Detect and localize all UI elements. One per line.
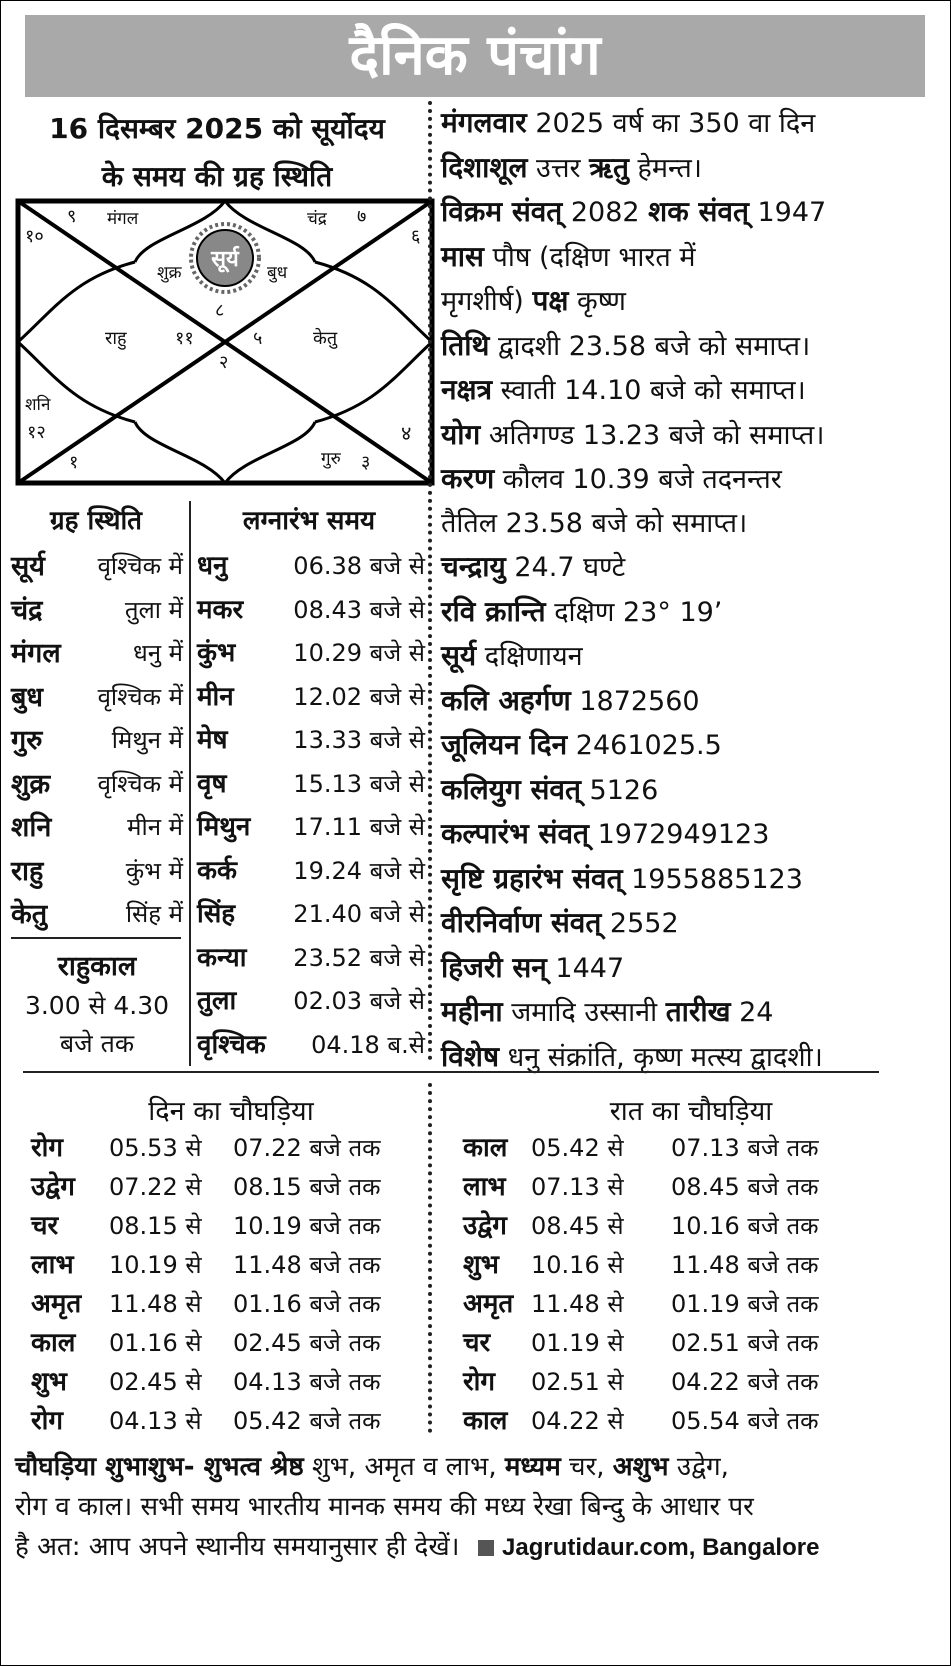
lagna-row bbox=[197, 937, 425, 981]
info-value: जमादि उस्सानी bbox=[502, 997, 666, 1028]
choghadiya-row bbox=[463, 1168, 903, 1207]
lagna-time: 19.24 बजे से bbox=[293, 856, 425, 885]
lagna-row bbox=[197, 676, 425, 720]
chart-heading-line-1: 16 दिसम्बर 2025 को सूर्योदय bbox=[49, 112, 385, 145]
graha-row bbox=[11, 763, 183, 807]
choghadiya-from: 04.13 से bbox=[109, 1407, 202, 1435]
planet-name: गुरु bbox=[11, 725, 43, 756]
choghadiya-from: 08.45 से bbox=[531, 1212, 624, 1240]
info-row bbox=[441, 324, 941, 369]
day-choghadiya-heading: दिन का चौघड़िया bbox=[148, 1096, 314, 1127]
info-value: धनु संक्रांति, कृष्ण मत्स्य द्वादशी। bbox=[499, 1041, 823, 1073]
choghadiya-from: 05.53 से bbox=[109, 1134, 202, 1162]
info-label: मास bbox=[441, 239, 484, 273]
info-value: 5126 bbox=[580, 774, 659, 806]
rahukaal-heading: राहुकाल bbox=[57, 951, 137, 982]
info-row bbox=[441, 634, 941, 679]
footer-bold-1: चौघड़िया शुभाशुभ- शुभत्व श्रेष्ठ bbox=[15, 1452, 304, 1482]
choghadiya-from: 05.42 से bbox=[531, 1134, 624, 1162]
lagna-time: 04.18 ब.से bbox=[311, 1030, 425, 1059]
footer-text-2: चर, bbox=[560, 1452, 613, 1482]
choghadiya-name: चर bbox=[463, 1328, 491, 1358]
lagna-row bbox=[197, 806, 425, 850]
planet-shani: शनि bbox=[25, 395, 51, 415]
planet-sign: सिंह में bbox=[125, 900, 183, 928]
choghadiya-from: 11.48 से bbox=[531, 1290, 624, 1318]
lagna-rashi: वृश्चिक bbox=[197, 1029, 266, 1060]
choghadiya-name: उद्वेग bbox=[31, 1172, 75, 1202]
choghadiya-row bbox=[463, 1207, 903, 1246]
graha-row bbox=[11, 719, 183, 763]
info-value: अतिगण्ड 13.23 बजे को समाप्त। bbox=[480, 419, 825, 451]
info-label: शक संवत् bbox=[648, 195, 749, 228]
lagna-time: 15.13 बजे से bbox=[293, 769, 425, 798]
info-value: द्वादशी 23.58 बजे को समाप्त। bbox=[489, 330, 811, 362]
planet-name: चंद्र bbox=[11, 594, 43, 626]
info-row bbox=[441, 679, 941, 724]
lagna-time: 12.02 बजे से bbox=[293, 682, 425, 711]
choghadiya-name: चर bbox=[31, 1211, 59, 1241]
choghadiya-row bbox=[463, 1363, 903, 1402]
lagna-time: 13.33 बजे से bbox=[293, 726, 425, 754]
info-row bbox=[441, 990, 941, 1035]
graha-list bbox=[11, 545, 183, 937]
house-5: ५ bbox=[253, 328, 263, 349]
planet-budh: बुध bbox=[267, 263, 288, 283]
info-row bbox=[441, 545, 941, 590]
footer-note bbox=[15, 1447, 935, 1568]
info-row bbox=[441, 101, 941, 146]
planet-sign: तुला में bbox=[124, 595, 183, 624]
info-label: पक्ष bbox=[532, 284, 569, 317]
info-row bbox=[441, 146, 941, 191]
planet-name: केतु bbox=[11, 899, 48, 930]
choghadiya-name: रोग bbox=[463, 1367, 496, 1397]
house-8: ८ bbox=[215, 300, 225, 321]
info-value: 24.7 घण्टे bbox=[505, 552, 626, 583]
choghadiya-from: 10.16 से bbox=[531, 1251, 624, 1279]
choghadiya-to: 04.22 बजे तक bbox=[671, 1368, 819, 1396]
choghadiya-to: 07.13 बजे तक bbox=[671, 1134, 819, 1162]
choghadiya-name: अमृत bbox=[31, 1289, 82, 1319]
info-row bbox=[441, 457, 941, 502]
choghadiya-name: शुभ bbox=[463, 1250, 499, 1280]
choghadiya-row bbox=[31, 1402, 431, 1441]
left-column-rule bbox=[189, 501, 191, 1066]
choghadiya-to: 05.42 बजे तक bbox=[233, 1407, 381, 1435]
choghadiya-row bbox=[31, 1129, 431, 1168]
planet-name: शुक्र bbox=[11, 768, 51, 800]
chart-heading-line-2: के समय की ग्रह स्थिति bbox=[101, 160, 333, 193]
choghadiya-row bbox=[463, 1246, 903, 1285]
planet-sign: धनु में bbox=[132, 639, 183, 667]
choghadiya-row bbox=[31, 1168, 431, 1207]
choghadiya-name: उद्वेग bbox=[463, 1211, 507, 1241]
footer-line-2: रोग व काल। सभी समय भारतीय मानक समय की मध्य रेखा बिन्दु के आधार पर bbox=[15, 1492, 754, 1522]
footer-bold-3: अशुभ bbox=[612, 1452, 669, 1482]
info-label: मंगलवार bbox=[441, 106, 527, 139]
choghadiya-name: रोग bbox=[31, 1406, 64, 1436]
choghadiya-to: 01.19 बजे तक bbox=[671, 1290, 819, 1318]
info-value: कृष्ण bbox=[568, 286, 626, 317]
choghadiya-to: 02.45 बजे तक bbox=[233, 1329, 381, 1357]
planet-name: सूर्य bbox=[11, 551, 45, 582]
footer-text-1: शुभ, अमृत व लाभ, bbox=[303, 1452, 505, 1482]
info-value: 24 bbox=[730, 997, 774, 1028]
choghadiya-row bbox=[463, 1285, 903, 1324]
info-row bbox=[441, 768, 941, 813]
graha-row bbox=[11, 806, 183, 850]
planet-sign: वृश्चिक में bbox=[97, 682, 183, 711]
planet-sign: मिथुन में bbox=[111, 726, 183, 754]
choghadiya-row bbox=[31, 1285, 431, 1324]
footer-line-3: है अत: आप अपने स्थानीय समयानुसार ही देखें। bbox=[15, 1532, 460, 1562]
footer-bold-2: मध्यम bbox=[504, 1452, 561, 1482]
planet-ketu: केतु bbox=[313, 328, 338, 349]
choghadiya-row bbox=[31, 1363, 431, 1402]
info-value: 2461025.5 bbox=[567, 730, 722, 761]
info-label: सूर्य bbox=[441, 639, 477, 672]
choghadiya-to: 01.16 बजे तक bbox=[233, 1290, 381, 1318]
lagna-row bbox=[197, 763, 425, 807]
choghadiya-from: 02.45 से bbox=[109, 1368, 202, 1396]
info-row bbox=[441, 190, 941, 235]
rahukaal-box bbox=[11, 947, 183, 1063]
house-2: २ bbox=[219, 352, 229, 373]
info-label: रवि क्रान्ति bbox=[441, 594, 546, 628]
lagna-rashi: मीन bbox=[197, 681, 234, 712]
graha-row bbox=[11, 589, 183, 633]
choghadiya-to: 08.15 बजे तक bbox=[233, 1173, 381, 1201]
choghadiya-from: 10.19 से bbox=[109, 1251, 202, 1279]
night-choghadiya-table bbox=[463, 1129, 903, 1441]
graha-row bbox=[11, 545, 183, 589]
house-12: १२ bbox=[27, 422, 46, 443]
info-value: हेमन्त। bbox=[628, 152, 702, 184]
info-value: पौष (दक्षिण भारत में bbox=[483, 241, 696, 273]
house-6: ६ bbox=[411, 226, 421, 247]
info-label: योग bbox=[441, 417, 481, 451]
choghadiya-name: काल bbox=[463, 1133, 508, 1163]
planet-shukra: शुक्र bbox=[157, 263, 182, 283]
lagna-rashi: वृष bbox=[197, 768, 227, 799]
graha-row bbox=[11, 632, 183, 676]
planet-name: शनि bbox=[11, 812, 52, 843]
lagna-rashi: कुंभ bbox=[197, 638, 236, 668]
choghadiya-from: 11.48 से bbox=[109, 1290, 202, 1318]
planet-sign: मीन में bbox=[127, 813, 183, 841]
house-7: ७ bbox=[357, 206, 367, 227]
section-divider bbox=[23, 1071, 879, 1073]
choghadiya-row bbox=[463, 1324, 903, 1363]
info-label: तारीख bbox=[665, 995, 731, 1028]
choghadiya-name: लाभ bbox=[463, 1172, 506, 1202]
choghadiya-row bbox=[31, 1246, 431, 1285]
info-value: 1972949123 bbox=[589, 819, 770, 850]
info-label: करण bbox=[441, 462, 495, 495]
lagna-rashi: धनु bbox=[197, 551, 228, 581]
info-label: विक्रम संवत् bbox=[441, 195, 563, 228]
choghadiya-from: 07.22 से bbox=[109, 1173, 202, 1201]
info-value: मृगशीर्ष) bbox=[441, 286, 533, 317]
info-row bbox=[441, 857, 941, 902]
lagna-time: 02.03 बजे से bbox=[293, 987, 425, 1015]
info-row bbox=[441, 946, 941, 991]
info-value: उत्तर bbox=[527, 152, 590, 184]
planet-sign: कुंभ में bbox=[125, 856, 183, 885]
info-row bbox=[441, 723, 941, 768]
lagna-time: 10.29 बजे से bbox=[293, 639, 425, 667]
kundli-chart bbox=[15, 198, 435, 486]
choghadiya-name: अमृत bbox=[463, 1289, 514, 1319]
info-label: नक्षत्र bbox=[441, 373, 493, 406]
info-row bbox=[441, 812, 941, 857]
info-label: कलि अहर्गण bbox=[441, 683, 571, 717]
choghadiya-to: 07.22 बजे तक bbox=[233, 1134, 381, 1162]
choghadiya-from: 04.22 से bbox=[531, 1407, 624, 1435]
planet-sign: वृश्चिक में bbox=[97, 552, 183, 580]
choghadiya-name: काल bbox=[31, 1328, 76, 1358]
planet-guru: गुरु bbox=[321, 449, 341, 469]
night-choghadiya-heading: रात का चौघड़िया bbox=[609, 1096, 773, 1127]
choghadiya-from: 07.13 से bbox=[531, 1173, 624, 1201]
lagna-row bbox=[197, 850, 425, 894]
choghadiya-from: 02.51 से bbox=[531, 1368, 624, 1396]
planet-name: बुध bbox=[11, 681, 44, 713]
panchang-info bbox=[441, 101, 941, 1079]
planet-mangal: मंगल bbox=[107, 209, 139, 229]
choghadiya-to: 11.48 बजे तक bbox=[233, 1251, 381, 1279]
info-value: तैतिल 23.58 बजे को समाप्त। bbox=[441, 507, 748, 539]
day-choghadiya-table bbox=[31, 1129, 431, 1441]
house-11: ११ bbox=[175, 328, 194, 349]
planet-sign: वृश्चिक में bbox=[97, 769, 183, 798]
choghadiya-from: 08.15 से bbox=[109, 1212, 202, 1240]
info-value: कौलव 10.39 बजे तदनन्तर bbox=[494, 464, 782, 495]
choghadiya-to: 11.48 बजे तक bbox=[671, 1251, 819, 1279]
lagna-rashi: मकर bbox=[197, 594, 244, 625]
source-credit: Jagrutidaur.com, Bangalore bbox=[502, 1534, 820, 1561]
info-value: 2082 bbox=[562, 197, 649, 228]
lagna-time: 17.11 बजे से bbox=[293, 813, 425, 841]
info-row bbox=[441, 590, 941, 635]
rahukaal-time: 3.00 से 4.30 bbox=[24, 991, 170, 1020]
graha-row bbox=[11, 850, 183, 894]
lagna-row bbox=[197, 719, 425, 763]
footer-text-3: उद्वेग, bbox=[668, 1452, 729, 1482]
lagna-rashi: मेष bbox=[197, 725, 228, 755]
info-label: हिजरी सन् bbox=[441, 950, 547, 984]
choghadiya-from: 01.19 से bbox=[531, 1329, 624, 1357]
info-row bbox=[441, 901, 941, 946]
planet-rahu: राहु bbox=[105, 328, 127, 349]
lagna-time: 08.43 बजे से bbox=[293, 595, 425, 624]
lagna-row bbox=[197, 589, 425, 633]
house-9: ९ bbox=[67, 206, 77, 227]
info-row bbox=[441, 413, 941, 458]
choghadiya-name: शुभ bbox=[31, 1367, 67, 1397]
lagna-time: 23.52 बजे से bbox=[293, 943, 425, 972]
sun-label: सूर्य bbox=[211, 247, 239, 272]
choghadiya-to: 10.16 बजे तक bbox=[671, 1212, 819, 1240]
choghadiya-from: 01.16 से bbox=[109, 1329, 202, 1357]
house-10: १० bbox=[25, 226, 44, 247]
info-label: जूलियन दिन bbox=[441, 728, 568, 761]
choghadiya-name: रोग bbox=[31, 1133, 64, 1163]
column-separator bbox=[428, 101, 432, 1061]
rahukaal-suffix: बजे तक bbox=[59, 1029, 135, 1058]
info-label: कल्पारंभ संवत् bbox=[441, 817, 590, 850]
info-value: 2025 वर्ष का 350 वा दिन bbox=[526, 108, 816, 139]
lagna-row bbox=[197, 545, 425, 589]
lagna-rashi: तुला bbox=[197, 986, 237, 1016]
lagna-heading: लग्नारंभ समय bbox=[242, 506, 376, 536]
choghadiya-to: 02.51 बजे तक bbox=[671, 1329, 819, 1357]
info-row bbox=[441, 235, 941, 280]
info-label: कलियुग संवत् bbox=[441, 772, 581, 806]
info-row bbox=[441, 279, 941, 324]
planet-chandra: चंद्र bbox=[307, 209, 327, 229]
choghadiya-name: काल bbox=[463, 1406, 508, 1436]
choghadiya-row bbox=[31, 1207, 431, 1246]
info-row bbox=[441, 368, 941, 413]
chart-heading bbox=[13, 105, 421, 201]
info-value: दक्षिण 23° 19’ bbox=[545, 596, 723, 628]
square-bullet-icon bbox=[478, 1540, 494, 1556]
info-row bbox=[441, 502, 941, 546]
info-label: विशेष bbox=[441, 1039, 500, 1073]
graha-row bbox=[11, 893, 183, 937]
lagna-rashi: मिथुन bbox=[197, 812, 251, 842]
choghadiya-name: लाभ bbox=[31, 1250, 74, 1280]
choghadiya-to: 05.54 बजे तक bbox=[671, 1407, 819, 1435]
lagna-rashi: सिंह bbox=[197, 899, 236, 929]
house-1: १ bbox=[69, 452, 79, 473]
choghadiya-row bbox=[463, 1129, 903, 1168]
info-label: वीरनिर्वाण संवत् bbox=[441, 906, 602, 939]
info-value: दक्षिणायन bbox=[476, 641, 583, 672]
info-value: 2552 bbox=[601, 908, 679, 939]
choghadiya-to: 10.19 बजे तक bbox=[233, 1212, 381, 1240]
lagna-time: 06.38 बजे से bbox=[293, 552, 425, 580]
lagna-rashi: कर्क bbox=[197, 855, 237, 886]
info-label: महीना bbox=[441, 995, 503, 1028]
info-value: स्वाती 14.10 बजे को समाप्त। bbox=[492, 375, 806, 406]
choghadiya-to: 08.45 बजे तक bbox=[671, 1173, 819, 1201]
info-label: ऋतु bbox=[589, 150, 629, 184]
info-label: चन्द्रायु bbox=[441, 550, 506, 583]
info-value: 1955885123 bbox=[622, 863, 803, 895]
info-value: 1947 bbox=[748, 197, 827, 228]
info-label: तिथि bbox=[441, 328, 490, 362]
info-label: सृष्टि ग्रहारंभ संवत् bbox=[441, 861, 623, 895]
lagna-list bbox=[197, 545, 425, 1067]
lagna-rashi: कन्या bbox=[197, 942, 247, 973]
graha-divider bbox=[11, 937, 181, 939]
choghadiya-row bbox=[463, 1402, 903, 1441]
info-value: 1872560 bbox=[570, 685, 700, 717]
planet-name: राहु bbox=[11, 855, 44, 887]
graha-row bbox=[11, 676, 183, 720]
page-title: दैनिक पंचांग bbox=[25, 15, 925, 97]
choghadiya-to: 04.13 बजे तक bbox=[233, 1368, 381, 1396]
info-label: दिशाशूल bbox=[441, 150, 528, 184]
house-4: ४ bbox=[401, 421, 412, 445]
info-value: 1447 bbox=[546, 952, 625, 984]
planet-name: मंगल bbox=[11, 638, 61, 669]
graha-heading: ग्रह स्थिति bbox=[49, 506, 143, 536]
lagna-time: 21.40 बजे से bbox=[293, 900, 425, 928]
house-3: ३ bbox=[361, 452, 371, 473]
lagna-row bbox=[197, 893, 425, 937]
lagna-row bbox=[197, 632, 425, 676]
lagna-row bbox=[197, 1024, 425, 1068]
choghadiya-separator bbox=[428, 1083, 432, 1433]
choghadiya-row bbox=[31, 1324, 431, 1363]
lagna-row bbox=[197, 980, 425, 1024]
